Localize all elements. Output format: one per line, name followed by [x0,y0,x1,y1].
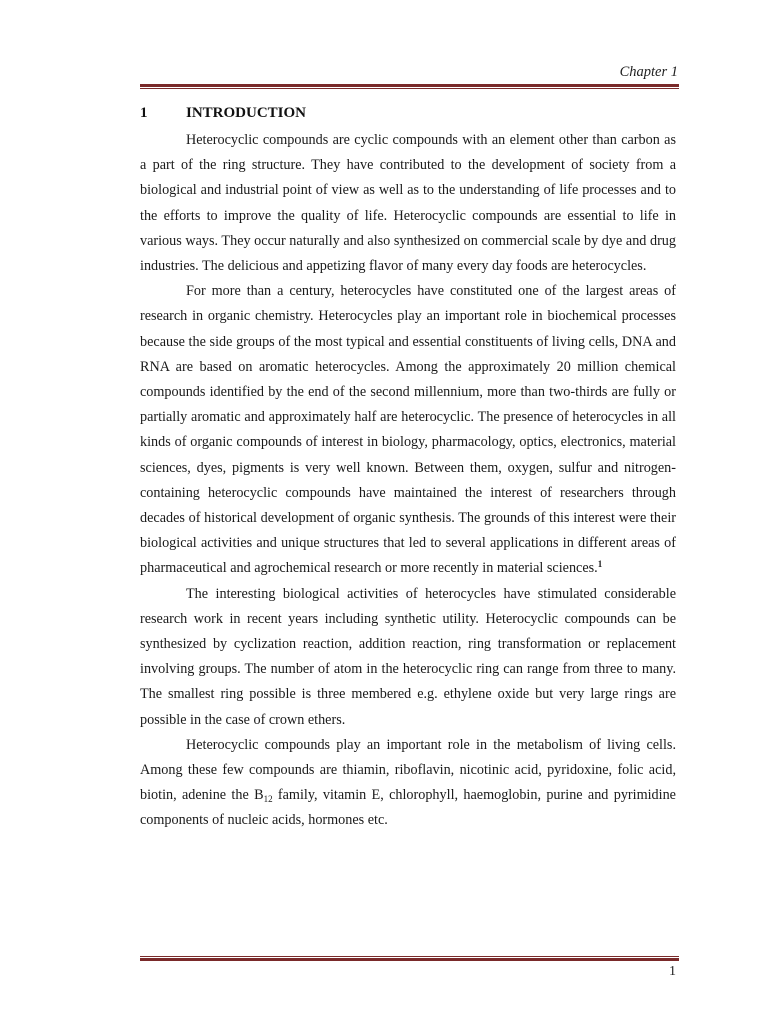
footer-rule-thick [140,958,679,961]
header-rule [140,84,679,89]
paragraph-1-text: Heterocyclic compounds are cyclic compounds with an element other than carbon as a part of the ring structure. They have contributed to the development of society from a biological and industrial point of view as well as to the understanding of life processes and to the efforts to improve the quality of life. Heterocyclic compounds are essential to life in various ways. They occur naturally and also synthesized on commercial scale by dye and drug industries. The delicious and appetizing flavor of many every day foods are heterocycles. [140,132,676,275]
body-text [140,128,676,834]
header-rule-thin [140,88,679,89]
section-title: INTRODUCTION [186,105,307,121]
section-number: 1 [140,105,148,121]
paragraph-1 [140,128,676,279]
paragraph-4 [140,733,676,834]
running-head: Chapter 1 [619,64,678,80]
footer-rule [140,956,679,961]
paragraph-4-text-start: Heterocyclic compounds play an important role in the metabolism of living cells. Among these few compounds are thiamin, riboflavin, nicotinic acid, pyridoxine, folic acid, biotin, adenine the B [140,736,676,804]
reference-marker: 1 [597,559,603,570]
paragraph-2 [140,279,676,581]
paragraph-3-text: The interesting biological activities of heterocycles have stimulated considerable research work in recent years including synthetic utility. Heterocyclic compounds can be synthesized by cyclization reaction, addition reaction, ring transformation or replacement involving groups. The number of atom in the heterocyclic ring can range from three to many. The smallest ring possible is three membered e.g. ethylene oxide but very large rings are possible in the case of crown ethers. [140,585,676,728]
paragraph-4-text-end: family, vitamin E, chlorophyll, haemoglobin, purine and pyrimidine components of nucleic acids, hormones etc. [140,787,676,829]
subscript-12: 12 [263,794,273,805]
section-heading [140,105,306,122]
paragraph-3 [140,582,676,733]
page-number: 1 [669,964,676,979]
paragraph-2-text: For more than a century, heterocycles have constituted one of the largest areas of research in organic chemistry. Heterocycles play an important role in biochemical processes because the side groups of the most typical and essential constituents of living cells, DNA and RNA are based on aromatic heterocycles. Among the approximately 20 million chemical compounds identified by the end of the second millennium, more than two-thirds are fully or partially aromatic and approximately half are heterocyclic. The presence of heterocycles in all kinds of organic compounds of interest in biology, pharmacology, optics, electronics, material sciences, dyes, pigments is very well known. Between them, oxygen, sulfur and nitrogen-containing heterocyclic compounds have maintained the interest of researchers through decades of historical development of organic synthesis. The grounds of this interest were their biological activities and unique structures that led to several applications in different areas of pharmaceutical and agrochemical research or more recently in material sciences. [140,283,676,577]
